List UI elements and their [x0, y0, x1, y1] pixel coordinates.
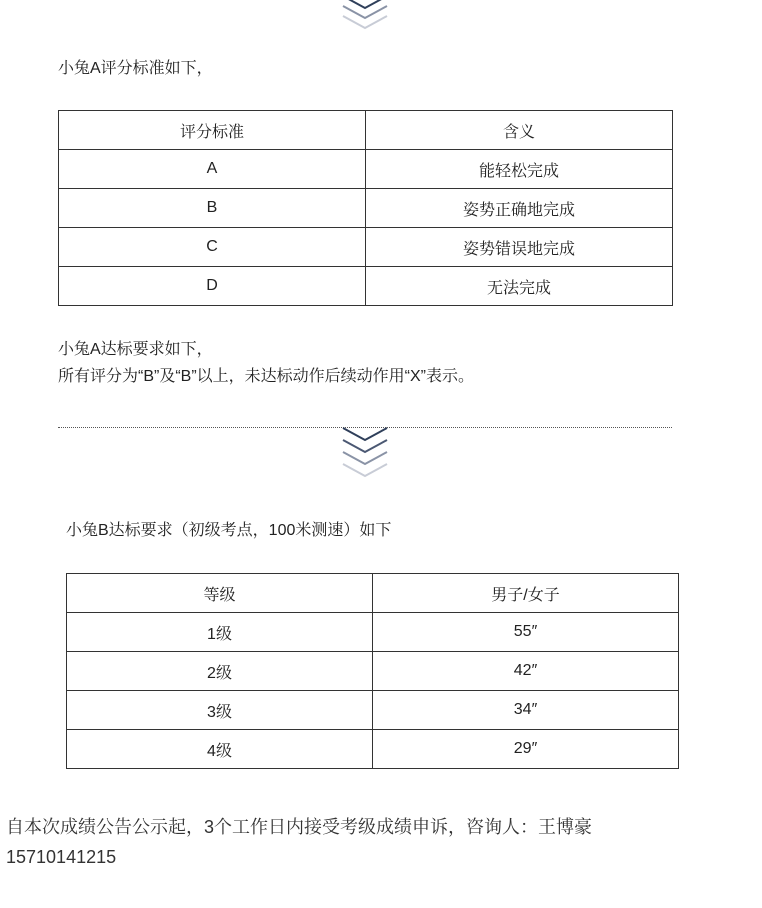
table-cell: 姿势正确地完成 — [366, 189, 673, 228]
section-a-requirement-title: 小兔A达标要求如下， — [58, 341, 213, 358]
table-row — [67, 652, 679, 691]
table-header-row — [59, 111, 673, 150]
table-header-cell: 等级 — [67, 574, 373, 613]
table-header-cell: 评分标准 — [59, 111, 366, 150]
table-cell: 2级 — [67, 652, 373, 691]
table-row — [67, 691, 679, 730]
table-cell: 4级 — [67, 730, 373, 769]
table-cell: B — [59, 189, 366, 228]
table-cell: D — [59, 267, 366, 306]
table-row — [59, 228, 673, 267]
section-a-requirement-text: 所有评分为“B”及“B”以上，未达标动作后续动作用“X”表示。 — [58, 368, 474, 385]
table-cell: A — [59, 150, 366, 189]
table-row — [59, 150, 673, 189]
table-cell: 3级 — [67, 691, 373, 730]
table-row — [59, 189, 673, 228]
table-cell: 29″ — [373, 730, 679, 769]
table-cell: 55″ — [373, 613, 679, 652]
contact-phone: 15710141215 — [6, 847, 117, 867]
table-row — [67, 730, 679, 769]
section-b-intro: 小兔B达标要求（初级考点，100米测速）如下 — [66, 522, 392, 539]
table-header-cell: 含义 — [366, 111, 673, 150]
double-chevron-down-icon — [339, 424, 391, 486]
table-row — [67, 613, 679, 652]
table-row — [59, 267, 673, 306]
table-cell: 34″ — [373, 691, 679, 730]
table-cell: 1级 — [67, 613, 373, 652]
section-a-intro: 小兔A评分标准如下， — [58, 60, 213, 77]
table-cell: 姿势错误地完成 — [366, 228, 673, 267]
chevron-down-icon — [339, 0, 391, 36]
table-cell: C — [59, 228, 366, 267]
table-header-row — [67, 574, 679, 613]
grading-standard-table — [58, 110, 673, 306]
appeal-notice: 自本次成绩公告公示起，3个工作日内接受考级成绩申诉，咨询人：王博豪 — [6, 817, 593, 837]
table-cell: 无法完成 — [366, 267, 673, 306]
table-cell: 能轻松完成 — [366, 150, 673, 189]
table-header-cell: 男子/女子 — [373, 574, 679, 613]
level-time-table — [66, 573, 679, 769]
table-cell: 42″ — [373, 652, 679, 691]
